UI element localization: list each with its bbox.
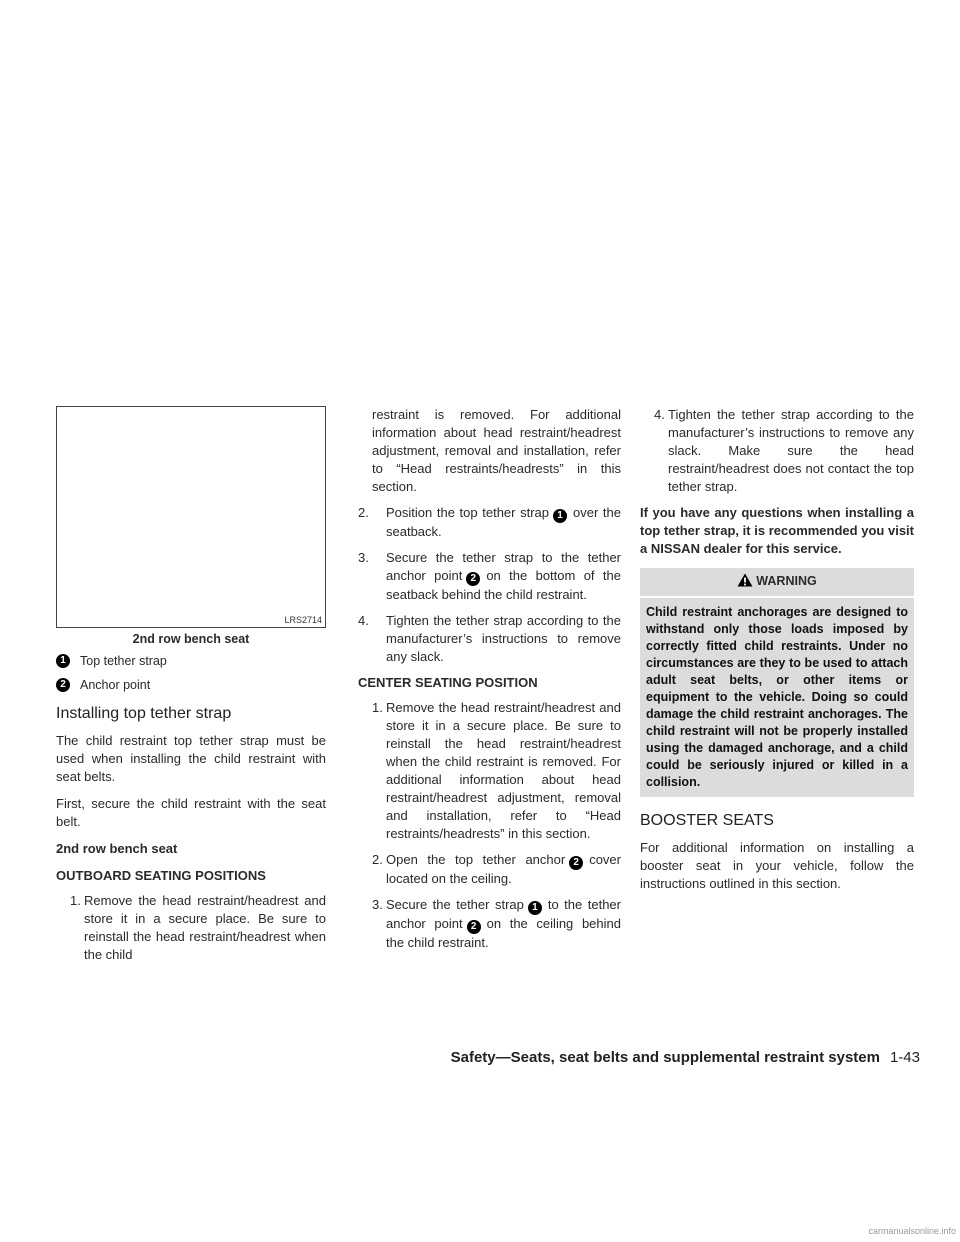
outboard-steps-continued bbox=[358, 504, 621, 666]
warning-label: WARNING bbox=[756, 574, 817, 588]
callout-2-icon: 2 bbox=[467, 920, 481, 934]
section-heading: Installing top tether strap bbox=[56, 705, 232, 722]
callout-2-icon: 2 bbox=[56, 678, 70, 692]
middle-column bbox=[358, 406, 621, 960]
callout-1-icon: 1 bbox=[528, 901, 542, 915]
dealer-note: If you have any questions when installing a top tether strap, it is recommended you visit a NISSAN dealer for this service. bbox=[640, 505, 914, 556]
warning-header bbox=[640, 568, 914, 596]
callout-2-icon: 2 bbox=[466, 572, 480, 586]
warning-icon bbox=[737, 573, 753, 592]
outboard-steps bbox=[56, 892, 326, 964]
list-item: 4. Tighten the tether strap according to the manufacturer’s instructions to remove any slack. bbox=[358, 613, 621, 664]
outboard-heading: OUTBOARD SEATING POSITIONS bbox=[56, 868, 266, 883]
callout-1-icon: 1 bbox=[56, 654, 70, 668]
outboard-step-1-continued: restraint is removed. For additional information about head restraint/headrest adjustment, removal and installation, refer to “Head restraints/headrests” in this section. bbox=[372, 407, 621, 494]
list-item: 2. Position the top tether strap 1 over the seatback. bbox=[358, 505, 621, 539]
watermark: carmanualsonline.info bbox=[868, 1226, 956, 1236]
left-column bbox=[56, 406, 326, 972]
booster-heading: BOOSTER SEATS bbox=[640, 812, 774, 829]
figure-caption: 2nd row bench seat bbox=[132, 632, 250, 646]
legend-item-1 bbox=[56, 652, 326, 670]
figure-image bbox=[56, 406, 326, 628]
legend-label: Top tether strap bbox=[80, 654, 167, 668]
center-steps-continued bbox=[640, 406, 914, 496]
legend-item-2 bbox=[56, 676, 326, 694]
page-footer bbox=[451, 1049, 920, 1067]
figure-code: LRS2714 bbox=[284, 615, 322, 625]
right-column bbox=[640, 406, 914, 902]
footer-title: Safety—Seats, seat belts and supplemental restraint system bbox=[450, 1049, 880, 1066]
booster-paragraph: For additional information on installing a booster seat in your vehicle, follow the instructions outlined in this section. bbox=[640, 840, 914, 891]
legend-label: Anchor point bbox=[80, 678, 151, 692]
seat-label: 2nd row bench seat bbox=[56, 841, 178, 856]
list-item: 1. Remove the head restraint/headrest and store it in a secure place. Be sure to reinstall the head restraint/headrest when the child bbox=[70, 893, 326, 962]
warning-text: Child restraint anchorages are designed to withstand only those loads imposed by correctly fitted child restraints. Under no circumstances are they to be used to attach adult seat belts, or other items or equipment to the vehicle. Doing so could damage the child restraint anchorages. The child restraint will not be properly installed using the damaged anchorage, and a child could be seriously injured or killed in a collision. bbox=[640, 598, 914, 797]
intro-paragraph: The child restraint top tether strap must be used when installing the child restraint with seat belts. bbox=[56, 733, 326, 784]
list-item: 3. Secure the tether strap to the tether anchor point 2 on the bottom of the seatback behind the child restraint. bbox=[358, 550, 621, 602]
callout-1-icon: 1 bbox=[553, 509, 567, 523]
center-steps bbox=[358, 699, 621, 952]
center-heading: CENTER SEATING POSITION bbox=[358, 675, 538, 690]
page-number: 1-43 bbox=[889, 1049, 920, 1066]
list-item: 2. Open the top tether anchor 2 cover located on the ceiling. bbox=[372, 852, 621, 886]
list-item: 3. Secure the tether strap 1 to the tether anchor point 2 on the ceiling behind the child restraint. bbox=[372, 897, 621, 950]
list-item: 4. Tighten the tether strap according to the manufacturer’s instructions to remove any slack. Make sure the head restraint/headrest does not contact the top tether strap. bbox=[654, 407, 914, 494]
list-item: 1. Remove the head restraint/headrest and store it in a secure place. Be sure to reinstall the head restraint/headrest when the child restraint is removed. For additional information about head restraint/headrest adjustment, removal and installation, refer to “Head restraints/headrests” in this section. bbox=[372, 700, 621, 841]
first-paragraph: First, secure the child restraint with the seat belt. bbox=[56, 796, 326, 829]
callout-2-icon: 2 bbox=[569, 856, 583, 870]
